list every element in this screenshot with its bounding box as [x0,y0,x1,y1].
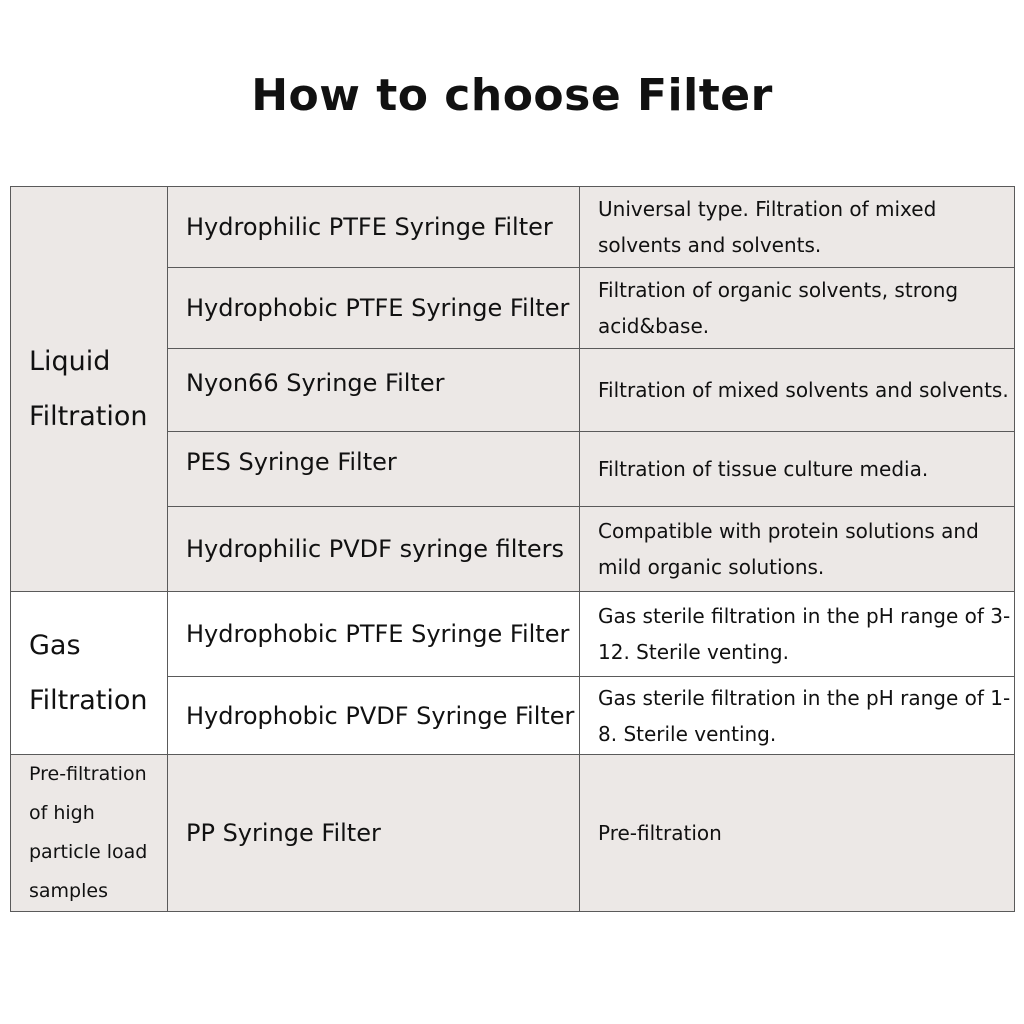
table-row [11,592,1015,677]
filter-name: Nyon66 Syringe Filter [168,349,580,432]
table-row [11,187,1015,268]
group-label-liquid: Liquid Filtration [11,187,168,592]
filter-description: Universal type. Filtration of mixed solvents and solvents. [580,187,1015,268]
group-label-prefiltration: Pre-filtration of high particle load samples [11,755,168,912]
filter-description: Filtration of mixed solvents and solvents. [580,349,1015,432]
filter-name: Hydrophobic PTFE Syringe Filter [168,268,580,349]
filter-name: PP Syringe Filter [168,755,580,912]
filter-name: Hydrophobic PVDF Syringe Filter [168,677,580,755]
filter-description: Compatible with protein solutions and mild organic solutions. [580,507,1015,592]
filter-name: Hydrophilic PTFE Syringe Filter [168,187,580,268]
page-title: How to choose Filter [251,70,773,121]
filter-name: Hydrophobic PTFE Syringe Filter [168,592,580,677]
filter-description: Gas sterile filtration in the pH range of 3-12. Sterile venting. [580,592,1015,677]
filter-name: PES Syringe Filter [168,432,580,507]
filter-selection-table [10,186,1015,912]
filter-description: Filtration of organic solvents, strong acid&base. [580,268,1015,349]
filter-name: Hydrophilic PVDF syringe filters [168,507,580,592]
filter-description: Pre-filtration [580,755,1015,912]
table-row [11,755,1015,912]
group-label-gas: Gas Filtration [11,592,168,755]
filter-description: Filtration of tissue culture media. [580,432,1015,507]
filter-description: Gas sterile filtration in the pH range of 1-8. Sterile venting. [580,677,1015,755]
